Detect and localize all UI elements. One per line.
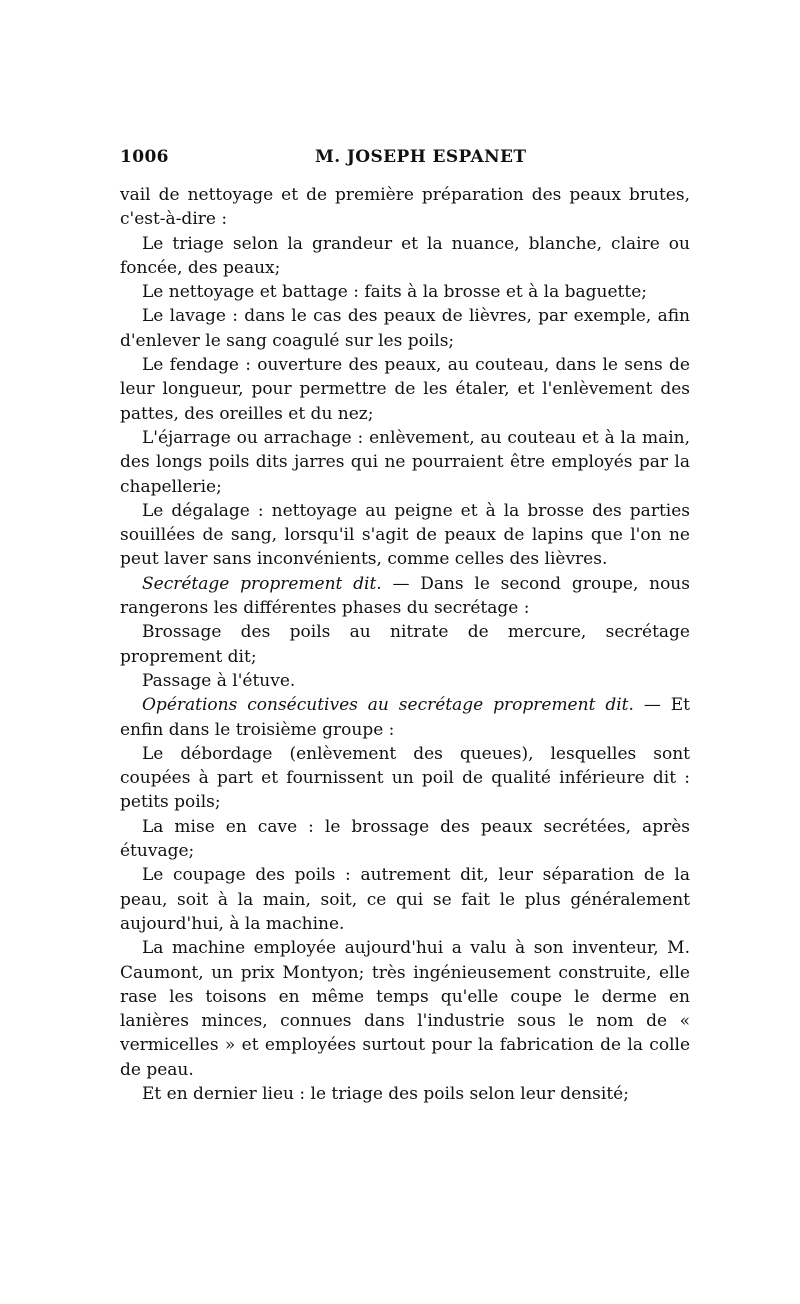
paragraph: Brossage des poils au nitrate de mercure, secrétage proprement dit; (120, 622, 690, 667)
running-title: M. JOSEPH ESPANET (315, 147, 527, 167)
paragraph: Le nettoyage et battage : faits à la brosse et à la baguette; (142, 282, 648, 303)
paragraph: La mise en cave : le brossage des peaux secrétées, après étuvage; (120, 816, 690, 862)
paragraph: Le dégalage : nettoyage au peigne et à la brosse des parties souillées de sang, lorsqu'il s'agit de peaux de lapins que l'on ne peut laver sans inconvénients, comme celles des lièvres. (120, 500, 690, 570)
paragraph: Le triage selon la grandeur et la nuance, blanche, claire ou foncée, des peaux; (120, 233, 690, 278)
paragraph: Le fendage : ouverture des peaux, au couteau, dans le sens de leur longueur, pour permettre de les étaler, et l'enlèvement des pattes, des oreilles et du nez; (120, 355, 690, 424)
section-heading: Secrétage proprement dit. (142, 573, 382, 594)
paragraph: Le lavage : dans le cas des peaux de lièvres, par exemple, afin d'enlever le sang coagulé sur les poils; (120, 306, 690, 351)
body-text (120, 183, 690, 1106)
paragraph: L'éjarrage ou arrachage : enlèvement, au couteau et à la main, des longs poils dits jarres qui ne pourraient être employés par la chapellerie; (120, 427, 690, 497)
page-number: 1006 (120, 147, 169, 167)
paragraph: Le débordage (enlèvement des queues), lesquelles sont coupées à part et fournissent un poil de qualité inférieure dit : petits poils; (120, 743, 690, 813)
section-heading-paragraph: Secrétage proprement dit. — Dans le second groupe, nous rangerons les différentes phases du secrétage : (120, 573, 690, 619)
page-header (120, 147, 690, 171)
paragraph: Et en dernier lieu : le triage des poils selon leur densité; (142, 1083, 629, 1104)
paragraph: La machine employée aujourd'hui a valu à son inventeur, M. Caumont, un prix Montyon; très ingénieusement construite, elle rase les toisons en même temps qu'elle coupe le derme en lanières minces, connues dans l'industrie sous le nom de « vermicelles » et employées surtout pour la fabrication de la colle de peau. (120, 938, 690, 1080)
paragraph: Le coupage des poils : autrement dit, leur séparation de la peau, soit à la main, soit, ce qui se fait le plus généralement aujourd'hui, à la machine. (120, 865, 690, 934)
paragraph: Passage à l'étuve. (142, 670, 296, 691)
section-heading: Opérations consécutives au secrétage proprement dit. (142, 695, 634, 716)
section-heading-paragraph: Opérations consécutives au secrétage proprement dit. — Et enfin dans le troisième groupe : (120, 695, 690, 740)
paragraph: vail de nettoyage et de première préparation des peaux brutes, c'est-à-dire : (120, 185, 690, 230)
